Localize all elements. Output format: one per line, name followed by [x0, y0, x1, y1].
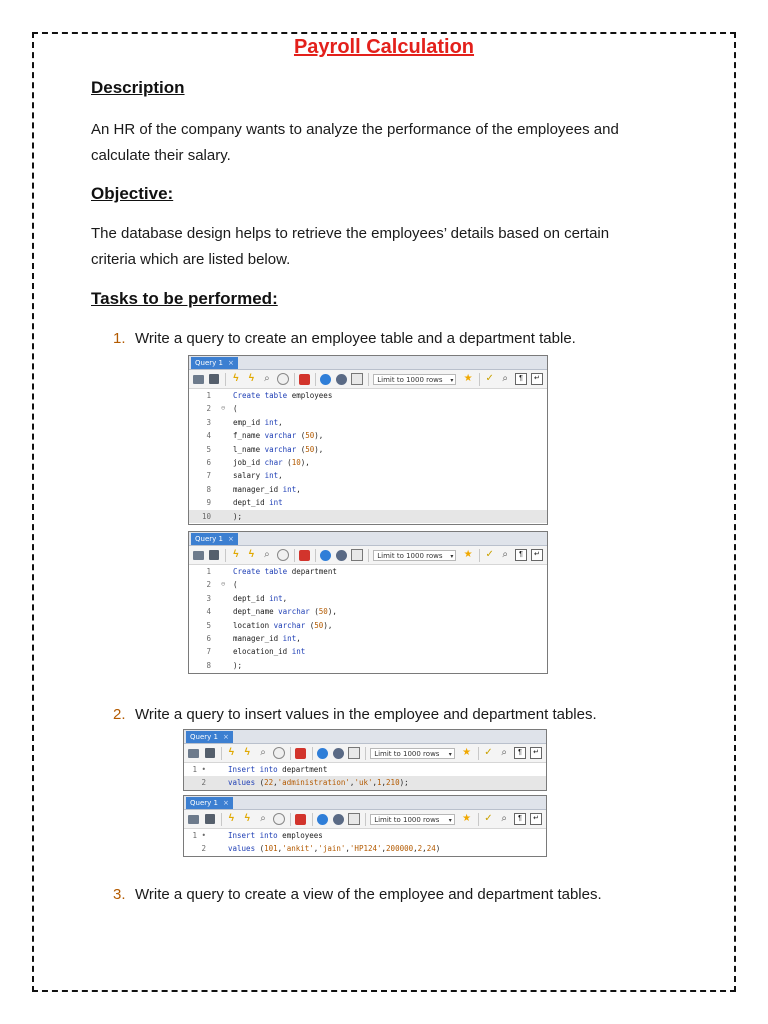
editor-tab-bar [189, 356, 547, 370]
execute-current-icon[interactable]: ϟ [244, 747, 250, 758]
line-number: 8 [206, 660, 211, 670]
code-line[interactable] [184, 829, 546, 842]
stop-on-error-icon[interactable] [299, 550, 310, 561]
objective-line: The database design helps to retrieve the employees’ details based on certain [91, 225, 610, 242]
stop-icon[interactable] [277, 373, 289, 385]
line-number: 2 [201, 844, 206, 854]
commit-icon[interactable] [320, 374, 331, 385]
explain-icon[interactable]: ⌕ [260, 747, 266, 758]
code-text: salary int, [233, 471, 283, 481]
objective-line: criteria which are listed below. [91, 251, 291, 268]
description-line: calculate their salary. [91, 147, 231, 164]
task-item-2 [113, 706, 597, 723]
invisible-chars-icon[interactable]: ¶ [515, 373, 527, 385]
fold-toggle-icon[interactable]: ⊖ [221, 580, 226, 589]
commit-icon[interactable] [317, 748, 328, 759]
code-text: manager_id int, [233, 633, 301, 643]
close-icon[interactable]: × [222, 799, 229, 807]
task-number: 1. [113, 330, 126, 347]
editor-tab-bar [184, 796, 546, 810]
line-number: 1 • [192, 831, 206, 840]
autocommit-icon[interactable] [348, 747, 360, 759]
code-line[interactable] [189, 565, 547, 578]
invisible-chars-icon[interactable]: ¶ [514, 813, 526, 825]
stop-on-error-icon[interactable] [295, 748, 306, 759]
editor-toolbar [189, 370, 547, 389]
save-icon[interactable] [209, 374, 219, 384]
editor-toolbar [184, 744, 546, 763]
code-text: values (101,'ankit','jain','HP124',200000,2,24) [228, 844, 441, 854]
code-area[interactable] [184, 829, 546, 856]
stop-icon[interactable] [273, 813, 285, 825]
limit-rows-select[interactable]: Limit to 1000 rows ▾ [370, 814, 455, 825]
line-number: 1 [206, 391, 211, 400]
line-number: 2 [201, 778, 206, 788]
tasks-heading: Tasks to be performed: [91, 289, 278, 308]
task-item-3 [113, 886, 602, 903]
beautify-icon[interactable]: ★ [463, 373, 473, 384]
task-number: 3. [113, 886, 126, 903]
query-editor-create-department[interactable] [188, 531, 548, 674]
code-line[interactable] [184, 763, 546, 776]
explain-icon[interactable]: ⌕ [264, 373, 270, 384]
autocommit-icon[interactable] [348, 813, 360, 825]
limit-rows-select[interactable]: Limit to 1000 rows ▾ [370, 748, 455, 759]
line-number: 7 [206, 471, 211, 481]
beautify-icon[interactable]: ★ [462, 747, 472, 758]
objective-heading: Objective: [91, 184, 174, 203]
folder-icon[interactable] [193, 375, 204, 384]
line-number: 4 [206, 431, 211, 441]
chevron-down-icon: ▾ [448, 750, 452, 758]
line-number: 7 [206, 647, 211, 657]
code-line[interactable] [189, 402, 547, 415]
code-line[interactable] [189, 578, 547, 591]
rollback-icon[interactable] [336, 550, 347, 561]
close-icon[interactable]: × [227, 359, 234, 367]
save-icon[interactable] [209, 550, 219, 560]
rollback-icon[interactable] [336, 374, 347, 385]
query-tab[interactable]: Query 1 × [186, 797, 233, 809]
line-number: 4 [206, 607, 211, 617]
rollback-icon[interactable] [333, 814, 344, 825]
commit-icon[interactable] [320, 550, 331, 561]
execute-current-icon[interactable]: ϟ [244, 813, 250, 824]
editor-toolbar [189, 546, 547, 565]
code-text: Insert into employees [228, 831, 323, 840]
save-icon[interactable] [205, 814, 215, 824]
save-icon[interactable] [205, 748, 215, 758]
invisible-chars-icon[interactable]: ¶ [514, 747, 526, 759]
code-line[interactable] [189, 659, 547, 672]
execute-current-icon[interactable]: ϟ [248, 549, 255, 560]
invisible-chars-icon[interactable]: ¶ [515, 549, 527, 561]
autocommit-icon[interactable] [351, 549, 363, 561]
line-number: 5 [206, 620, 211, 630]
line-number: 10 [201, 511, 211, 521]
line-number: 2 [206, 580, 211, 590]
chevron-down-icon: ▾ [448, 816, 452, 824]
execute-icon[interactable]: ϟ [228, 747, 235, 758]
code-text: ( [233, 404, 238, 414]
code-line[interactable] [184, 776, 546, 789]
line-number: 9 [206, 498, 211, 508]
code-text: emp_id int, [233, 417, 283, 427]
query-tab[interactable]: Query 1 × [191, 533, 238, 545]
code-text: dept_id int [233, 498, 283, 508]
wrap-icon[interactable]: ↵ [530, 747, 542, 759]
code-line[interactable] [189, 619, 547, 632]
task-text: Write a query to insert values in the employee and department tables. [135, 706, 597, 723]
editor-tab-bar [189, 532, 547, 546]
code-line[interactable] [189, 645, 547, 658]
code-text: location varchar (50), [233, 620, 333, 630]
query-editor-create-employees[interactable] [188, 355, 548, 525]
chevron-down-icon: ▾ [450, 376, 454, 384]
close-icon[interactable]: × [222, 733, 229, 741]
find-icon[interactable]: ⌕ [502, 373, 508, 384]
code-line[interactable] [189, 416, 547, 429]
description-heading: Description [91, 78, 185, 97]
autocommit-icon[interactable] [351, 373, 363, 385]
code-area[interactable] [189, 565, 547, 672]
chevron-down-icon: ▾ [450, 552, 454, 560]
beautify-brush-icon[interactable]: ✓ [484, 747, 493, 758]
wrap-icon[interactable]: ↵ [531, 373, 543, 385]
code-line[interactable] [189, 632, 547, 645]
folder-icon[interactable] [188, 749, 199, 758]
folder-icon[interactable] [188, 815, 199, 824]
code-line[interactable] [189, 592, 547, 605]
wrap-icon[interactable]: ↵ [531, 549, 543, 561]
rollback-icon[interactable] [333, 748, 344, 759]
limit-rows-select[interactable]: Limit to 1000 rows ▾ [373, 550, 456, 561]
beautify-brush-icon[interactable]: ✓ [484, 813, 493, 824]
code-text: ( [233, 580, 238, 590]
beautify-brush-icon[interactable]: ✓ [485, 549, 494, 560]
code-line[interactable] [189, 483, 547, 496]
code-text: job_id char (10), [233, 457, 310, 467]
objective-text [91, 221, 691, 273]
explain-icon[interactable]: ⌕ [264, 549, 270, 560]
code-text: dept_name varchar (50), [233, 607, 337, 617]
execute-icon[interactable]: ϟ [233, 373, 239, 384]
limit-rows-select[interactable]: Limit to 1000 rows ▾ [373, 374, 456, 385]
line-number: 1 [206, 567, 211, 576]
query-editor-insert-department[interactable] [183, 729, 547, 791]
explain-icon[interactable]: ⌕ [260, 813, 266, 824]
find-icon[interactable]: ⌕ [501, 747, 507, 758]
beautify-icon[interactable]: ★ [462, 813, 472, 824]
code-line[interactable] [189, 429, 547, 442]
code-text: ); [233, 660, 243, 670]
line-number: 3 [206, 593, 211, 603]
code-area[interactable] [184, 763, 546, 790]
editor-tab-bar [184, 730, 546, 744]
execute-current-icon[interactable]: ϟ [248, 373, 255, 384]
line-number: 5 [206, 444, 211, 454]
line-number: 6 [206, 633, 211, 643]
query-tab[interactable]: Query 1 × [191, 357, 238, 369]
line-number: 3 [206, 417, 211, 427]
code-text: Create table employees [233, 391, 333, 400]
stop-on-error-icon[interactable] [295, 814, 306, 825]
code-text: l_name varchar (50), [233, 444, 324, 454]
line-number: 6 [206, 457, 211, 467]
stop-icon[interactable] [277, 549, 289, 561]
description-line: An HR of the company wants to analyze the performance of the employees and [91, 121, 619, 138]
code-line[interactable] [184, 842, 546, 855]
fold-toggle-icon[interactable]: ⊖ [221, 404, 226, 413]
code-area[interactable] [189, 389, 547, 523]
commit-icon[interactable] [317, 814, 328, 825]
code-line[interactable] [189, 510, 547, 523]
line-number: 2 [206, 404, 211, 414]
code-line[interactable] [189, 605, 547, 618]
task-text: Write a query to create a view of the employee and department tables. [135, 886, 602, 903]
task-item-1 [113, 330, 576, 347]
code-line[interactable] [189, 389, 547, 402]
find-icon[interactable]: ⌕ [502, 549, 508, 560]
code-text: elocation_id int [233, 647, 306, 657]
code-line[interactable] [189, 456, 547, 469]
stop-on-error-icon[interactable] [299, 374, 310, 385]
query-tab[interactable]: Query 1 × [186, 731, 233, 743]
wrap-icon[interactable]: ↵ [530, 813, 542, 825]
execute-icon[interactable]: ϟ [228, 813, 235, 824]
description-text [91, 117, 691, 169]
line-number: 1 • [192, 765, 206, 774]
editor-toolbar [184, 810, 546, 829]
folder-icon[interactable] [193, 551, 204, 560]
task-text: Write a query to create an employee table and a department table. [135, 330, 576, 347]
query-editor-insert-employees[interactable] [183, 795, 547, 857]
code-text: values (22,'administration','uk',1,210); [228, 778, 409, 788]
find-icon[interactable]: ⌕ [501, 813, 507, 824]
code-text: manager_id int, [233, 484, 301, 494]
line-number: 8 [206, 484, 211, 494]
code-text: Insert into department [228, 765, 328, 774]
beautify-brush-icon[interactable]: ✓ [485, 373, 494, 384]
code-line[interactable] [189, 469, 547, 482]
page-title: Payroll Calculation [293, 36, 475, 58]
code-text: f_name varchar (50), [233, 431, 324, 441]
beautify-icon[interactable]: ★ [463, 549, 473, 560]
execute-icon[interactable]: ϟ [233, 549, 239, 560]
task-number: 2. [113, 706, 126, 723]
code-text: Create table department [233, 567, 337, 576]
code-text: ); [233, 511, 243, 521]
code-text: dept_id int, [233, 593, 288, 603]
code-line[interactable] [189, 496, 547, 509]
close-icon[interactable]: × [227, 535, 234, 543]
stop-icon[interactable] [273, 747, 285, 759]
code-line[interactable] [189, 443, 547, 456]
